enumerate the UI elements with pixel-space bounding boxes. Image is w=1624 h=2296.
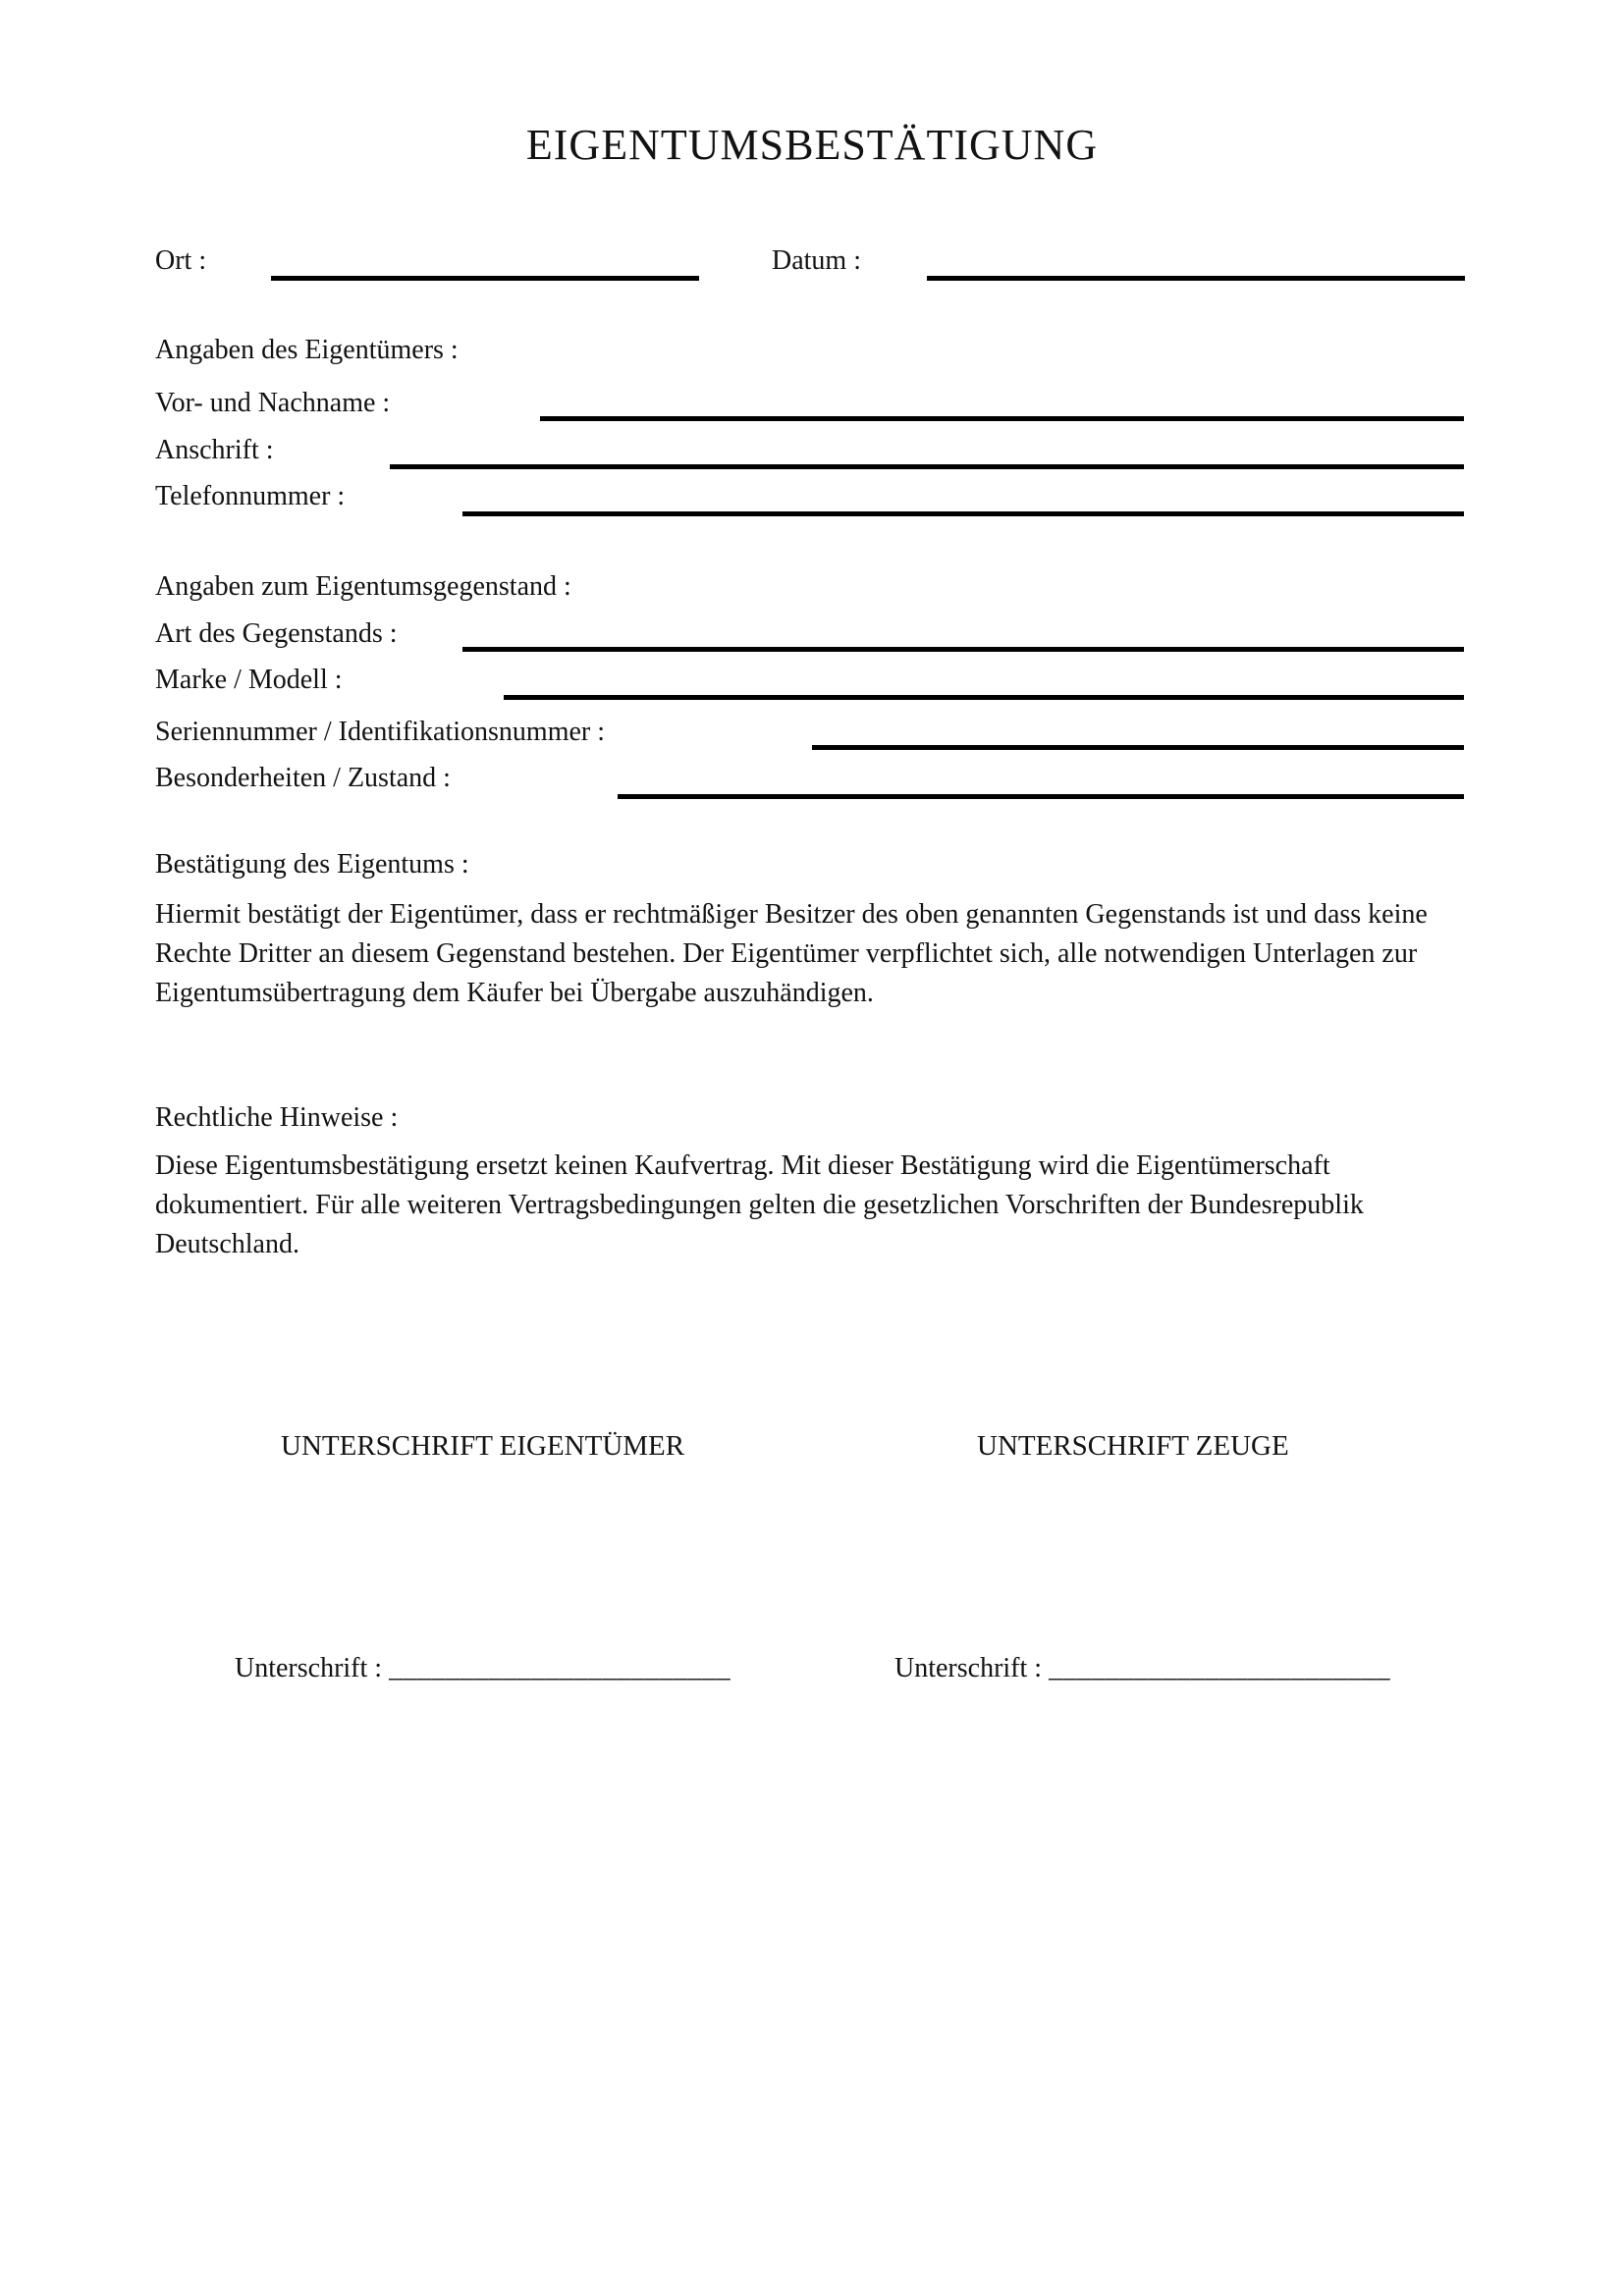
ort-field-line: [271, 276, 699, 281]
condition-label: Besonderheiten / Zustand :: [155, 763, 451, 793]
datum-field-line: [927, 276, 1465, 281]
owner-signature-row: [235, 1653, 731, 1684]
condition-field-line: [618, 794, 1464, 799]
document-title: EIGENTUMSBESTÄTIGUNG: [525, 121, 1099, 169]
owner-signature-header: UNTERSCHRIFT EIGENTÜMER: [281, 1430, 685, 1462]
legal-paragraph: [155, 1147, 1364, 1264]
confirmation-paragraph-line: Hiermit bestätigt der Eigentümer, dass er rechtmäßiger Besitzer des oben genannten Gegenstands ist und dass keine: [155, 899, 1428, 930]
legal-paragraph-line: dokumentiert. Für alle weiteren Vertragsbedingungen gelten die gesetzlichen Vorschriften der Bundesrepublik: [155, 1190, 1364, 1220]
owner-signature-line: ________________________: [389, 1653, 731, 1683]
phone-label: Telefonnummer :: [155, 481, 346, 511]
address-field-line: [390, 464, 1464, 469]
brand-model-field-line: [504, 695, 1464, 700]
legal-section-heading: Rechtliche Hinweise :: [155, 1102, 399, 1133]
address-label: Anschrift :: [155, 435, 274, 465]
ort-label: Ort :: [155, 245, 207, 276]
serial-number-label: Seriennummer / Identifikationsnummer :: [155, 717, 606, 747]
item-type-field-line: [462, 647, 1464, 652]
witness-signature-row: [894, 1653, 1390, 1684]
name-field-line: [540, 416, 1464, 421]
confirmation-section-heading: Bestätigung des Eigentums :: [155, 849, 469, 880]
confirmation-paragraph-line: Rechte Dritter an diesem Gegenstand bestehen. Der Eigentümer verpflichtet sich, alle notwendigen Unterlagen zur: [155, 938, 1418, 969]
confirmation-paragraph: [155, 895, 1428, 1013]
owner-signature-label: Unterschrift :: [235, 1653, 390, 1683]
legal-paragraph-line: Deutschland.: [155, 1229, 299, 1259]
datum-label: Datum :: [772, 245, 861, 276]
name-label: Vor- und Nachname :: [155, 388, 391, 418]
serial-number-field-line: [812, 745, 1464, 750]
item-section-heading: Angaben zum Eigentumsgegenstand :: [155, 571, 571, 602]
witness-signature-header: UNTERSCHRIFT ZEUGE: [977, 1430, 1289, 1462]
witness-signature-line: ________________________: [1049, 1653, 1391, 1683]
legal-paragraph-line: Diese Eigentumsbestätigung ersetzt keinen Kaufvertrag. Mit dieser Bestätigung wird die Eigentümerschaft: [155, 1150, 1330, 1181]
witness-signature-label: Unterschrift :: [894, 1653, 1050, 1683]
brand-model-label: Marke / Modell :: [155, 665, 343, 695]
phone-field-line: [462, 511, 1464, 516]
item-type-label: Art des Gegenstands :: [155, 618, 398, 649]
owner-section-heading: Angaben des Eigentümers :: [155, 335, 459, 365]
confirmation-paragraph-line: Eigentumsübertragung dem Käufer bei Übergabe auszuhändigen.: [155, 978, 874, 1008]
